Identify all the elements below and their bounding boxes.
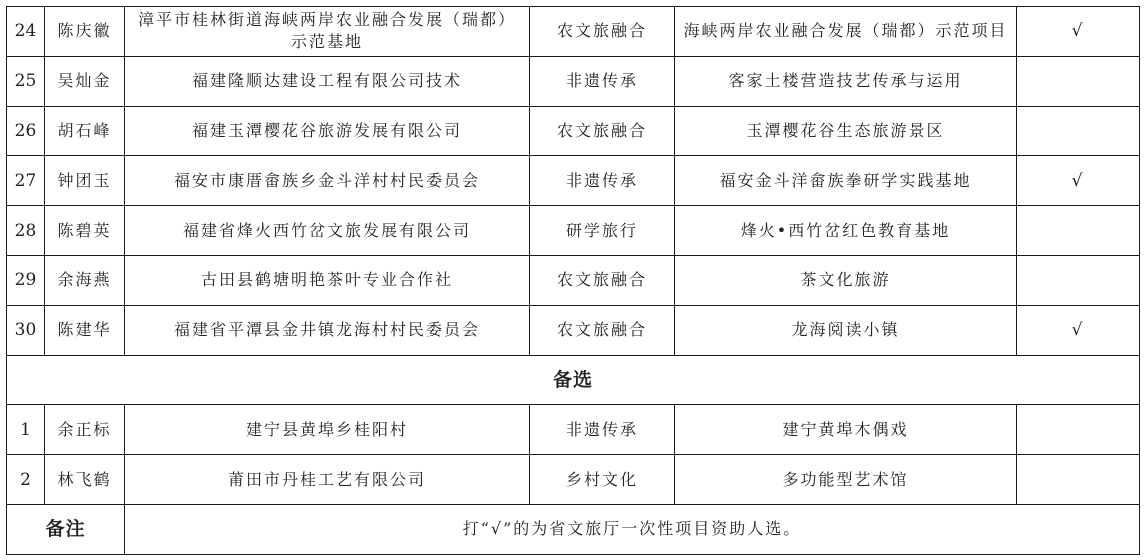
unit-name: 古田县鹤塘明艳茶叶专业合作社 [125,255,530,305]
person-name: 林飞鹤 [45,455,125,505]
row-number: 27 [7,156,45,206]
funding-mark [1017,405,1140,455]
project-name: 多功能型艺术馆 [675,455,1017,505]
person-name: 陈建华 [45,305,125,355]
funding-mark [1017,106,1140,156]
table-row [7,405,1140,455]
unit-name: 福建省烽火西竹岔文旅发展有限公司 [125,206,530,256]
project-table [6,6,1140,555]
funding-mark [1017,455,1140,505]
person-name: 余正标 [45,405,125,455]
funding-mark [1017,206,1140,256]
project-name: 烽火•西竹岔红色教育基地 [675,206,1017,256]
unit-name: 福建省平潭县金井镇龙海村村民委员会 [125,305,530,355]
unit-name: 福建玉潭樱花谷旅游发展有限公司 [125,106,530,156]
person-name: 钟团玉 [45,156,125,206]
table-row [7,255,1140,305]
row-number: 26 [7,106,45,156]
unit-name: 莆田市丹桂工艺有限公司 [125,455,530,505]
alternates-heading-row [7,355,1140,405]
funding-mark [1017,255,1140,305]
table-row [7,7,1140,57]
table-row [7,455,1140,505]
table-row [7,305,1140,355]
person-name: 余海燕 [45,255,125,305]
funding-mark [1017,56,1140,106]
project-name: 玉潭樱花谷生态旅游景区 [675,106,1017,156]
person-name: 陈碧英 [45,206,125,256]
row-number: 30 [7,305,45,355]
main-rows [7,7,1140,356]
category: 非遗传承 [530,405,675,455]
category: 农文旅融合 [530,7,675,57]
category: 农文旅融合 [530,106,675,156]
row-number: 25 [7,56,45,106]
row-number: 1 [7,405,45,455]
row-number: 29 [7,255,45,305]
project-name: 客家土楼营造技艺传承与运用 [675,56,1017,106]
project-name: 龙海阅读小镇 [675,305,1017,355]
category: 非遗传承 [530,56,675,106]
funding-mark: √ [1017,156,1140,206]
person-name: 陈庆徽 [45,7,125,57]
unit-name: 建宁县黄埠乡桂阳村 [125,405,530,455]
project-name: 茶文化旅游 [675,255,1017,305]
unit-name: 福建隆顺达建设工程有限公司技术 [125,56,530,106]
note-row [7,504,1140,554]
person-name: 吴灿金 [45,56,125,106]
alternate-rows [7,405,1140,505]
note-label: 备注 [7,504,125,554]
unit-name: 福安市康厝畲族乡金斗洋村村民委员会 [125,156,530,206]
table-row [7,156,1140,206]
table-row [7,56,1140,106]
unit-name: 漳平市桂林街道海峡两岸农业融合发展（瑞都）示范基地 [125,7,530,57]
category: 研学旅行 [530,206,675,256]
project-name: 福安金斗洋畲族拳研学实践基地 [675,156,1017,206]
person-name: 胡石峰 [45,106,125,156]
alternates-heading: 备选 [7,355,1140,405]
funding-mark: √ [1017,7,1140,57]
project-name: 海峡两岸农业融合发展（瑞都）示范项目 [675,7,1017,57]
table-row [7,106,1140,156]
row-number: 24 [7,7,45,57]
category: 乡村文化 [530,455,675,505]
row-number: 2 [7,455,45,505]
funding-mark: √ [1017,305,1140,355]
table-row [7,206,1140,256]
note-text: 打“√”的为省文旅厅一次性项目资助人选。 [125,504,1140,554]
project-name: 建宁黄埠木偶戏 [675,405,1017,455]
row-number: 28 [7,206,45,256]
category: 非遗传承 [530,156,675,206]
category: 农文旅融合 [530,305,675,355]
category: 农文旅融合 [530,255,675,305]
